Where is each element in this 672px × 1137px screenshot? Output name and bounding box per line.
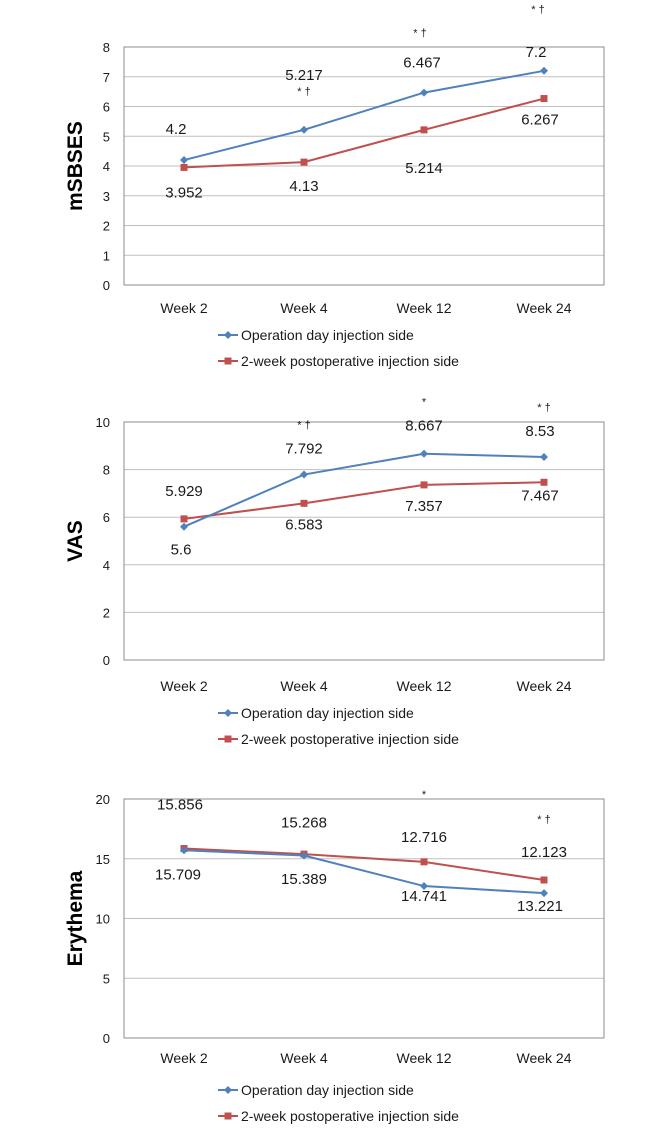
- y-axis-label: mSBSES: [64, 121, 87, 211]
- data-point-operation-day: [420, 89, 428, 97]
- legend-label: Operation day injection side: [241, 1082, 414, 1098]
- significance-marker: * †: [297, 85, 311, 98]
- chart-panel-vas: [0, 380, 672, 755]
- data-point-operation-day: [420, 450, 428, 458]
- y-tick-label: 10: [95, 415, 110, 430]
- x-tick-label: Week 12: [396, 678, 452, 694]
- y-tick-label: 10: [95, 911, 110, 927]
- y-axis-label: VAS: [64, 520, 87, 562]
- data-label: 6.583: [285, 516, 323, 534]
- data-label: 12.123: [521, 844, 567, 862]
- data-point-operation-day: [300, 126, 308, 134]
- y-tick-label: 4: [102, 159, 110, 174]
- data-label: 15.268: [281, 814, 327, 832]
- legend-marker: [224, 1086, 232, 1094]
- y-tick-label: 5: [102, 971, 110, 987]
- y-tick-label: 5: [102, 129, 110, 145]
- data-point-postop: [421, 481, 428, 488]
- erythema-chart: [0, 755, 672, 1132]
- data-point-postop: [181, 164, 188, 171]
- data-label: 5.214: [405, 159, 443, 177]
- data-point-postop: [301, 500, 308, 507]
- data-point-postop: [181, 515, 188, 522]
- significance-marker: * †: [297, 419, 311, 432]
- data-point-operation-day: [180, 523, 188, 531]
- y-tick-label: 2: [102, 218, 110, 234]
- data-point-operation-day: [180, 156, 188, 164]
- y-tick-label: 20: [95, 792, 110, 807]
- y-tick-label: 4: [102, 557, 110, 573]
- legend-label: Operation day injection side: [241, 705, 414, 721]
- data-point-postop: [421, 126, 428, 133]
- y-tick-label: 2: [102, 605, 110, 621]
- legend-marker: [225, 358, 232, 365]
- data-label: 7.792: [285, 440, 323, 458]
- data-label: 15.856: [157, 796, 203, 814]
- legend-label: 2-week postoperative injection side: [241, 1108, 459, 1124]
- data-label: 5.929: [165, 482, 203, 500]
- legend-marker: [225, 1113, 232, 1120]
- legend-entry-postop: [218, 1108, 459, 1124]
- significance-marker: * †: [413, 27, 427, 40]
- significance-marker: * †: [537, 401, 551, 414]
- vas-chart: [0, 380, 672, 755]
- x-tick-label: Week 12: [396, 1050, 452, 1066]
- legend-marker: [224, 709, 232, 717]
- data-label: 7.357: [405, 497, 443, 515]
- x-tick-label: Week 24: [516, 678, 572, 694]
- chart-panel-erythema: [0, 755, 672, 1132]
- plot-frame: [124, 419, 604, 660]
- y-tick-label: 3: [102, 188, 110, 204]
- legend-entry-operation-day: [218, 705, 414, 721]
- data-label: 14.741: [401, 887, 447, 905]
- data-point-postop: [541, 95, 548, 102]
- data-point-postop: [421, 858, 428, 865]
- legend-marker: [225, 736, 232, 743]
- data-point-operation-day: [540, 453, 548, 461]
- data-label: 7.2: [525, 43, 547, 61]
- x-tick-label: Week 4: [280, 678, 328, 694]
- data-point-operation-day: [540, 889, 548, 897]
- data-label: 4.13: [289, 178, 319, 196]
- x-tick-label: Week 4: [280, 1050, 328, 1066]
- data-label: 3.952: [165, 184, 203, 202]
- legend-marker: [224, 331, 232, 339]
- legend-label: 2-week postoperative injection side: [241, 353, 459, 369]
- x-tick-label: Week 2: [160, 1050, 208, 1066]
- significance-marker: *: [421, 788, 427, 801]
- msbses-chart: [0, 0, 672, 380]
- y-tick-label: 0: [102, 653, 110, 668]
- y-tick-label: 8: [102, 40, 110, 55]
- y-tick-label: 7: [102, 69, 110, 85]
- data-label: 13.221: [517, 898, 563, 916]
- y-tick-label: 0: [102, 1031, 110, 1046]
- y-tick-label: 1: [102, 248, 110, 264]
- legend-label: Operation day injection side: [241, 327, 414, 343]
- series-line-postop: [184, 99, 544, 168]
- series-line-operation-day: [184, 454, 544, 527]
- data-label: 5.217: [285, 66, 323, 84]
- data-label: 15.389: [281, 871, 327, 889]
- significance-marker: * †: [537, 814, 551, 827]
- legend-entry-operation-day: [218, 327, 414, 343]
- y-axis-label: Erythema: [64, 870, 87, 967]
- data-point-operation-day: [300, 471, 308, 479]
- chart-panel-msbses: [0, 0, 672, 380]
- data-label: 8.53: [525, 422, 555, 440]
- data-label: 15.709: [155, 866, 201, 884]
- data-label: 6.267: [521, 111, 559, 129]
- significance-marker: * †: [531, 3, 545, 16]
- legend-entry-postop: [218, 731, 459, 747]
- y-tick-label: 6: [102, 510, 110, 526]
- x-tick-label: Week 24: [516, 300, 572, 316]
- data-label: 6.467: [403, 54, 441, 72]
- data-label: 12.716: [401, 829, 447, 847]
- data-label: 5.6: [170, 541, 192, 559]
- y-tick-label: 0: [102, 278, 110, 293]
- data-point-operation-day: [540, 67, 548, 75]
- legend-entry-operation-day: [218, 1082, 414, 1098]
- y-tick-label: 15: [95, 851, 110, 867]
- data-point-postop: [541, 479, 548, 486]
- data-point-postop: [541, 877, 548, 884]
- x-tick-label: Week 2: [160, 300, 208, 316]
- legend-entry-postop: [218, 353, 459, 369]
- x-tick-label: Week 24: [516, 1050, 572, 1066]
- x-tick-label: Week 4: [280, 300, 328, 316]
- data-label: 4.2: [165, 121, 187, 139]
- significance-marker: *: [421, 396, 427, 409]
- data-label: 7.467: [521, 487, 559, 505]
- data-point-postop: [301, 159, 308, 166]
- series-line-postop: [184, 482, 544, 519]
- legend-label: 2-week postoperative injection side: [241, 731, 459, 747]
- x-tick-label: Week 12: [396, 300, 452, 316]
- x-tick-label: Week 2: [160, 678, 208, 694]
- y-tick-label: 6: [102, 99, 110, 115]
- data-label: 8.667: [405, 417, 443, 435]
- y-tick-label: 8: [102, 462, 110, 478]
